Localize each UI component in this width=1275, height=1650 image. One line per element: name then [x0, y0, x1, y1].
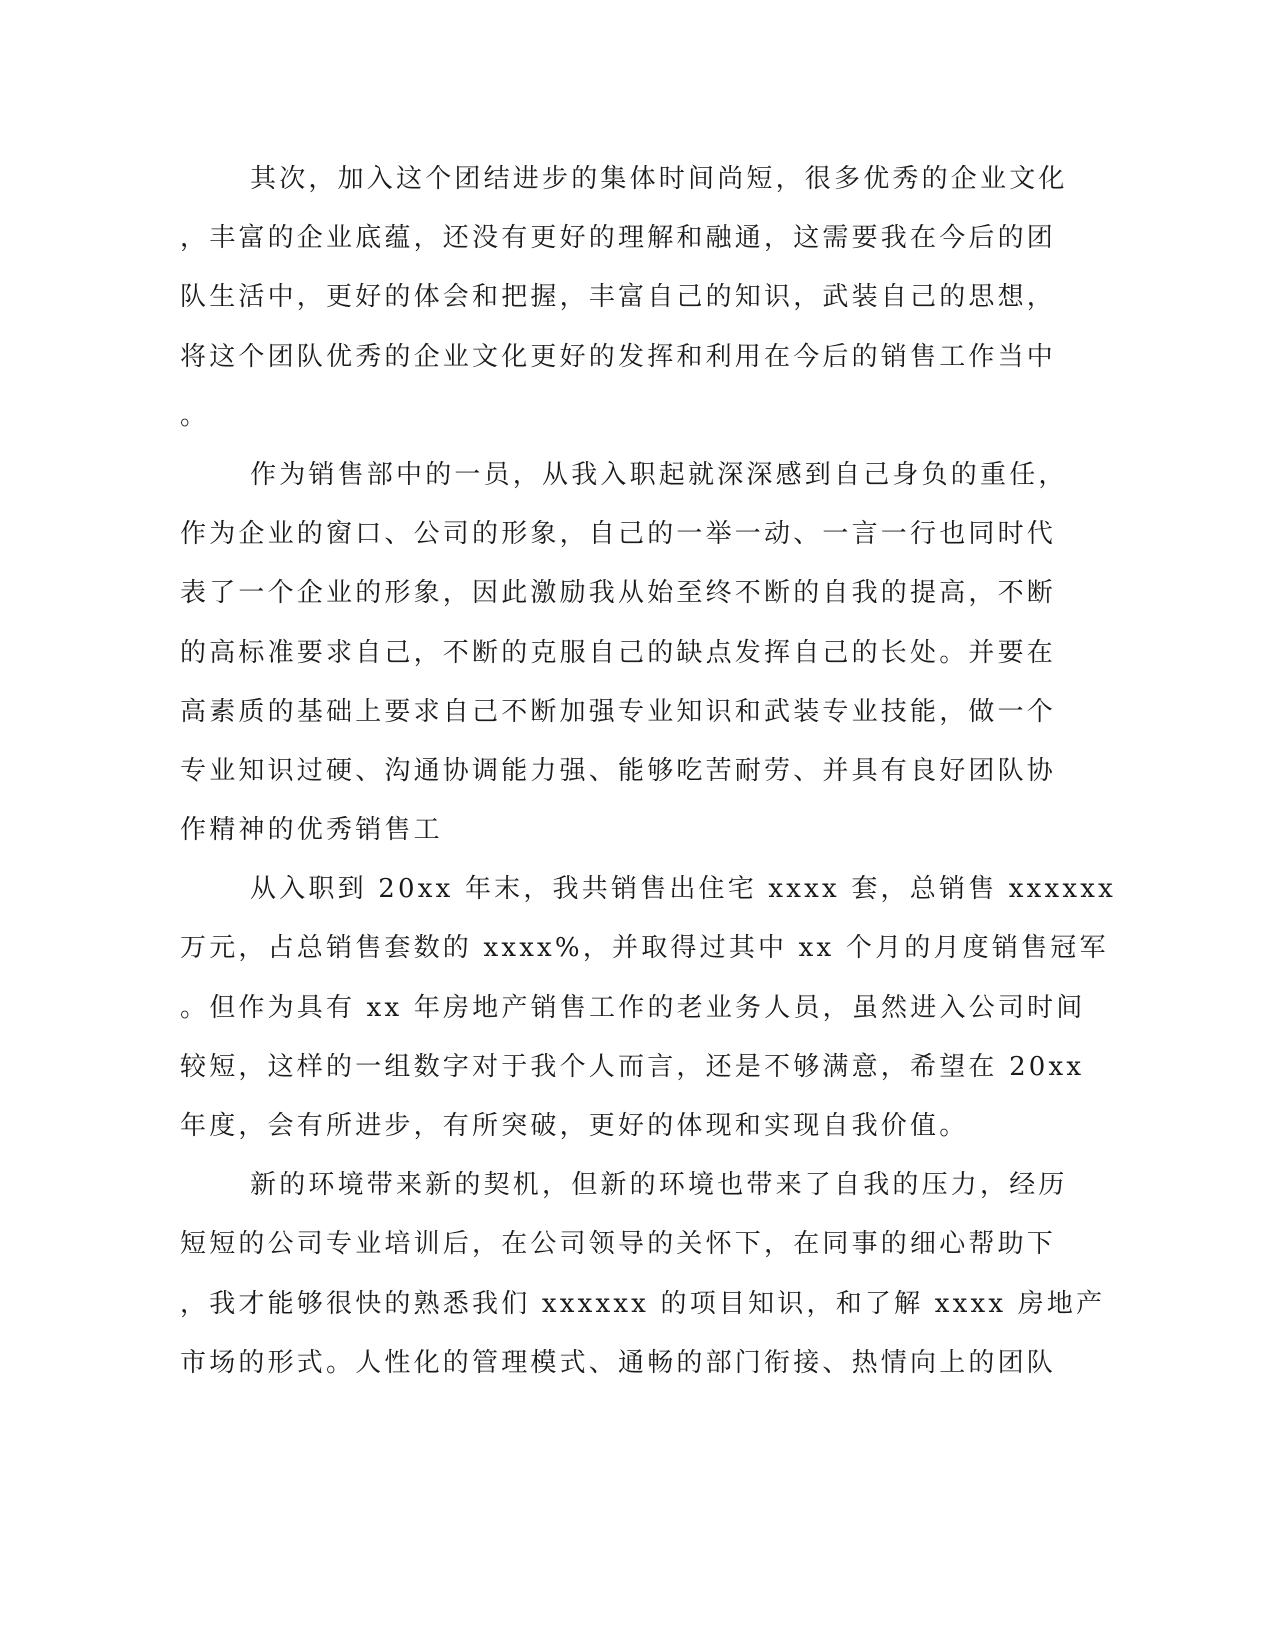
paragraph-2-line-1: 作为销售部中的一员，从我入职起就深深感到自己身负的重任，: [250, 459, 1068, 490]
paragraph-4-line-2: 短短的公司专业培训后，在公司领导的关怀下，在同事的细心帮助下: [180, 1229, 1057, 1260]
paragraph-4-line-4: 市场的形式。人性化的管理模式、通畅的部门衔接、热情向上的团队: [180, 1347, 1057, 1378]
paragraph-1-line-5: 。: [180, 400, 210, 431]
paragraph-3-line-4: 较短，这样的一组数字对于我个人而言，还是不够满意，希望在 20xx: [180, 1051, 1085, 1082]
paragraph-1-line-1: 其次，加入这个团结进步的集体时间尚短，很多优秀的企业文化: [250, 164, 1068, 194]
paragraph-4-line-1: 新的环境带来新的契机，但新的环境也带来了自我的压力，经历: [250, 1170, 1068, 1201]
paragraph-3-line-5: 年度，会有所进步，有所突破，更好的体现和实现自我价值。: [180, 1111, 969, 1141]
paragraph-1-line-3: 队生活中，更好的体会和把握，丰富自己的知识，武装自己的思想，: [180, 282, 1057, 313]
paragraph-4-line-3: ，我才能够很快的熟悉我们 xxxxxx 的项目知识，和了解 xxxx 房地产: [180, 1288, 1106, 1319]
paragraph-2-line-7: 作精神的优秀销售工: [180, 815, 443, 846]
paragraph-3-line-1: 从入职到 20xx 年末，我共销售出住宅 xxxx 套，总销售 xxxxxx: [250, 874, 1116, 905]
paragraph-1-line-4: 将这个团队优秀的企业文化更好的发挥和利用在今后的销售工作当中: [180, 341, 1057, 372]
paragraph-3-line-2: 万元，占总销售套数的 xxxx%，并取得过其中 xx 个月的月度销售冠军: [180, 933, 1109, 964]
paragraph-2-line-2: 作为企业的窗口、公司的形象，自己的一举一动、一言一行也同时代: [180, 519, 1057, 550]
paragraph-2-line-6: 专业知识过硬、沟通协调能力强、能够吃苦耐劳、并具有良好团队协: [180, 755, 1057, 786]
paragraph-2-line-3: 表了一个企业的形象，因此激励我从始至终不断的自我的提高，不断: [180, 578, 1057, 609]
paragraph-1-line-2: ，丰富的企业底蕴，还没有更好的理解和融通，这需要我在今后的团: [180, 223, 1057, 254]
paragraph-2-line-4: 的高标准要求自己，不断的克服自己的缺点发挥自己的长处。并要在: [180, 637, 1057, 668]
paragraph-2-line-5: 高素质的基础上要求自己不断加强专业知识和武装专业技能，做一个: [180, 696, 1057, 727]
document-body: [180, 150, 1116, 1393]
paragraph-3-line-3: 。但作为具有 xx 年房地产销售工作的老业务人员，虽然进入公司时间: [180, 992, 1086, 1023]
